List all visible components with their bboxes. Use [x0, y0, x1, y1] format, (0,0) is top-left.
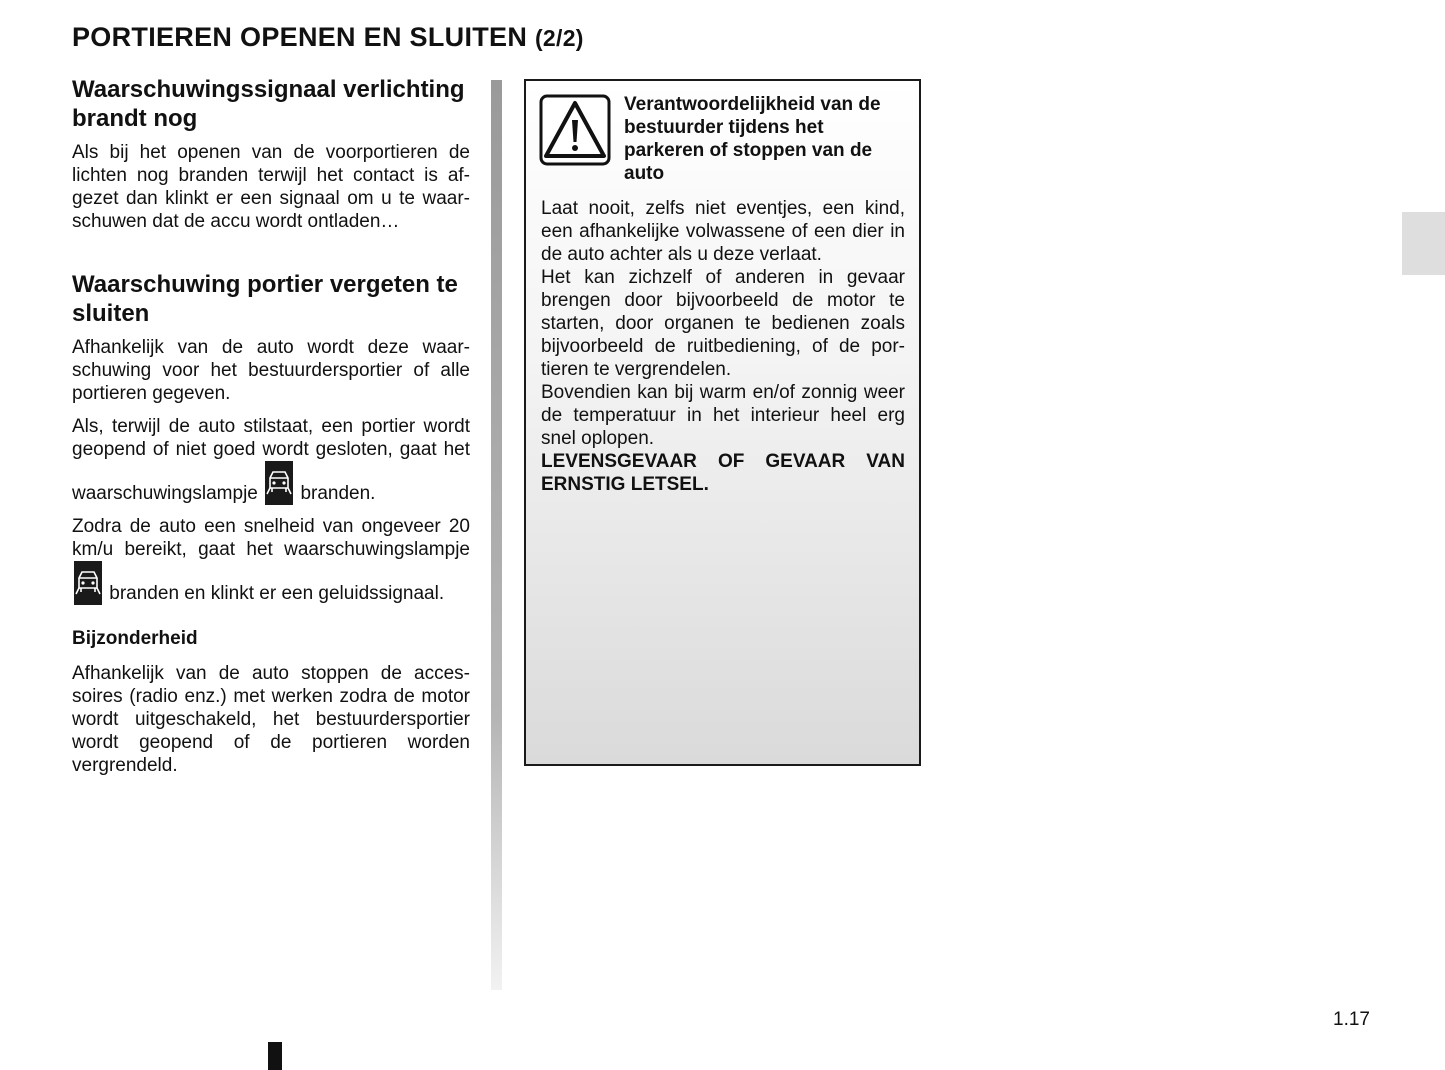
section-text-special: Afhankelijk van de auto stoppen de accessoires (radio enz.) met werken zodra de motor wordt uitgeschakeld, het bestuurdersportier wordt geopend of de portieren worden vergrendeld.	[72, 663, 470, 776]
crop-mark	[268, 1042, 282, 1070]
warning-text-danger: LEVENSGEVAAR OF GEVAAR VAN ERNSTIG LETSEL.	[541, 451, 905, 495]
door-text-2-before: Als, terwijl de auto stilstaat, een portier wordt geopend of niet goed wordt gesloten, gaat het waarschuwingslampje	[72, 416, 470, 504]
warning-heading: Verantwoordelijkheid van de bestuurder tijdens het parkeren of stoppen van de auto	[624, 94, 881, 184]
door-open-warning-lamp-icon	[74, 561, 102, 605]
column-divider	[491, 80, 502, 990]
page-title-main: PORTIEREN OPENEN EN SLUITEN	[72, 22, 528, 52]
section-heading-special: Bijzonderheid	[72, 628, 198, 649]
section-text-door-2	[72, 415, 470, 505]
warning-box	[524, 79, 921, 766]
section-text-door-3	[72, 515, 470, 605]
left-column	[72, 75, 470, 787]
warning-text-1: Laat nooit, zelfs niet eventjes, een kind, een afhankelijke volwassene of een dier in de auto achter als u deze verlaat.	[541, 198, 905, 265]
door-text-3-before: Zodra de auto een snelheid van ongeveer 20 km/u bereikt, gaat het waarschuwingslampje	[72, 516, 470, 560]
warning-triangle-icon	[539, 94, 611, 166]
door-text-3-after: branden en klinkt er een geluidssignaal.	[109, 583, 445, 604]
door-open-warning-lamp-icon	[265, 461, 293, 505]
section-text-lights: Als bij het openen van de voorportieren de lichten nog branden terwijl het contact is afgezet dan klinkt er een signaal om u te waarschuwen dat de accu wordt ontladen…	[72, 142, 470, 232]
warning-body	[541, 197, 905, 496]
page-number: 1.17	[1333, 1009, 1370, 1030]
section-heading-lights: Waarschuwingssignaal verlichting brandt nog	[72, 76, 465, 132]
warning-text-3: Bovendien kan bij warm en/of zonnig weer de temperatuur in het interieur heel erg snel oplopen.	[541, 382, 905, 449]
section-text-door-1: Afhankelijk van de auto wordt deze waarschuwing voor het bestuurdersportier of alle portieren gegeven.	[72, 337, 470, 404]
door-text-2-after: branden.	[300, 483, 376, 504]
section-heading-door: Waarschuwing portier vergeten te sluiten	[72, 271, 458, 327]
chapter-tab-marker	[1402, 212, 1445, 275]
page-title-suffix: (2/2)	[534, 25, 584, 51]
page-title	[72, 22, 584, 53]
warning-text-2: Het kan zichzelf of anderen in gevaar brengen door bijvoorbeeld de motor te starten, door organen te bedienen zoals bijvoorbeeld de ruitbediening, of de portieren te vergrendelen.	[541, 267, 905, 380]
